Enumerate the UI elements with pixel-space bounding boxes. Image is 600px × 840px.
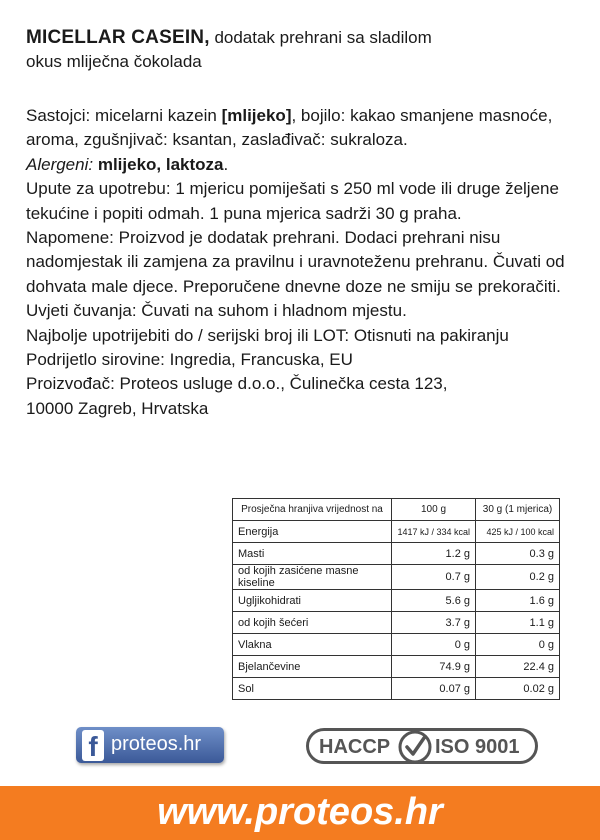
table-row	[233, 543, 560, 565]
nutrient-value-serving: 0.2 g	[476, 565, 560, 590]
product-header	[26, 26, 586, 74]
nutrient-value-serving: 22.4 g	[476, 656, 560, 678]
ingredients-text-rest: , bojilo: kakao smanjene masnoće, aroma, zgušnjivač: ksantan, zaslađivač: sukraloza.	[26, 106, 553, 150]
nutrient-value-100g: 3.7 g	[392, 612, 476, 634]
ingredients-text: Sastojci: micelarni kazein	[26, 106, 222, 125]
label-text	[26, 104, 586, 421]
facebook-icon: f	[82, 730, 104, 761]
table-row	[233, 656, 560, 678]
website-url[interactable]: www.proteos.hr	[157, 791, 443, 833]
ingredients-allergen: [mlijeko]	[221, 106, 292, 125]
nutrient-value-serving: 1.1 g	[476, 612, 560, 634]
nutrient-label: Energija	[233, 521, 392, 543]
facebook-badge[interactable]	[76, 727, 224, 763]
nutrient-label: Vlakna	[233, 634, 392, 656]
notes: Napomene: Proizvod je dodatak prehrani. Dodaci prehrani nisu nadomjestak ili zamjena za pravilnu i uravnoteženu prehranu. Čuvati od dohvata male djece. Preporučene dnevne doze ne smiju se prekoračiti.	[26, 228, 565, 296]
iso-label: ISO 9001	[435, 736, 520, 758]
allergens-label: Alergeni:	[26, 154, 94, 174]
nutrient-value-serving: 425 kJ / 100 kcal	[476, 521, 560, 543]
nutrient-label: Masti	[233, 543, 392, 565]
table-row	[233, 678, 560, 700]
nutrient-value-100g: 0.7 g	[392, 565, 476, 590]
nutrient-value-100g: 0 g	[392, 634, 476, 656]
nutrient-value-100g: 1417 kJ / 334 kcal	[392, 521, 476, 543]
producer-line-2: 10000 Zagreb, Hrvatska	[26, 398, 209, 418]
best-before: Najbolje upotrijebiti do / serijski broj ili LOT: Otisnuti na pakiranju	[26, 325, 509, 345]
footer-bar	[0, 786, 600, 840]
certification-badge	[306, 728, 538, 764]
nutrient-value-serving: 0 g	[476, 634, 560, 656]
nutrient-label: Ugljikohidrati	[233, 590, 392, 612]
table-row	[233, 521, 560, 543]
title-line	[26, 26, 586, 50]
nutrition-table	[232, 498, 560, 700]
nutrition-header-row	[233, 499, 560, 521]
nutrient-label: od kojih šećeri	[233, 612, 392, 634]
nutrient-value-serving: 0.3 g	[476, 543, 560, 565]
table-row	[233, 612, 560, 634]
table-row	[233, 565, 560, 590]
product-flavor: okus mliječna čokolada	[26, 52, 202, 71]
ingredients	[26, 104, 586, 153]
nutrition-header-label: Prosječna hranjiva vrijednost na	[233, 499, 392, 521]
allergens-end: .	[223, 154, 229, 174]
nutrient-label: Bjelančevine	[233, 656, 392, 678]
checkmark-icon	[397, 729, 433, 765]
nutrient-value-100g: 5.6 g	[392, 590, 476, 612]
nutrition-header-serving: 30 g (1 mjerica)	[476, 499, 560, 521]
allergens-value: mlijeko, laktoza	[97, 154, 224, 174]
origin: Podrijetlo sirovine: Ingredia, Francuska, EU	[26, 350, 353, 370]
nutrient-value-serving: 1.6 g	[476, 590, 560, 612]
table-row	[233, 590, 560, 612]
nutrient-value-100g: 1.2 g	[392, 543, 476, 565]
producer-line-1: Proizvođač: Proteos usluge d.o.o., Čulinečka cesta 123,	[26, 374, 448, 394]
nutrient-value-100g: 0.07 g	[392, 678, 476, 700]
nutrition-header-100g: 100 g	[392, 499, 476, 521]
nutrient-label: Sol	[233, 678, 392, 700]
product-name: MICELLAR CASEIN,	[26, 27, 210, 48]
nutrient-value-100g: 74.9 g	[392, 656, 476, 678]
haccp-label: HACCP	[319, 736, 391, 758]
nutrient-label: od kojih zasićene masne kiseline	[233, 565, 392, 590]
facebook-label: proteos.hr	[111, 733, 202, 755]
product-description: dodatak prehrani sa sladilom	[214, 28, 432, 47]
usage-instructions: Upute za upotrebu: 1 mjericu pomiješati s 250 ml vode ili druge željene tekućine i popiti odmah. 1 puna mjerica sadrži 30 g praha.	[26, 179, 559, 223]
table-row	[233, 634, 560, 656]
nutrient-value-serving: 0.02 g	[476, 678, 560, 700]
allergens	[26, 153, 586, 177]
storage-conditions: Uvjeti čuvanja: Čuvati na suhom i hladnom mjestu.	[26, 301, 407, 321]
